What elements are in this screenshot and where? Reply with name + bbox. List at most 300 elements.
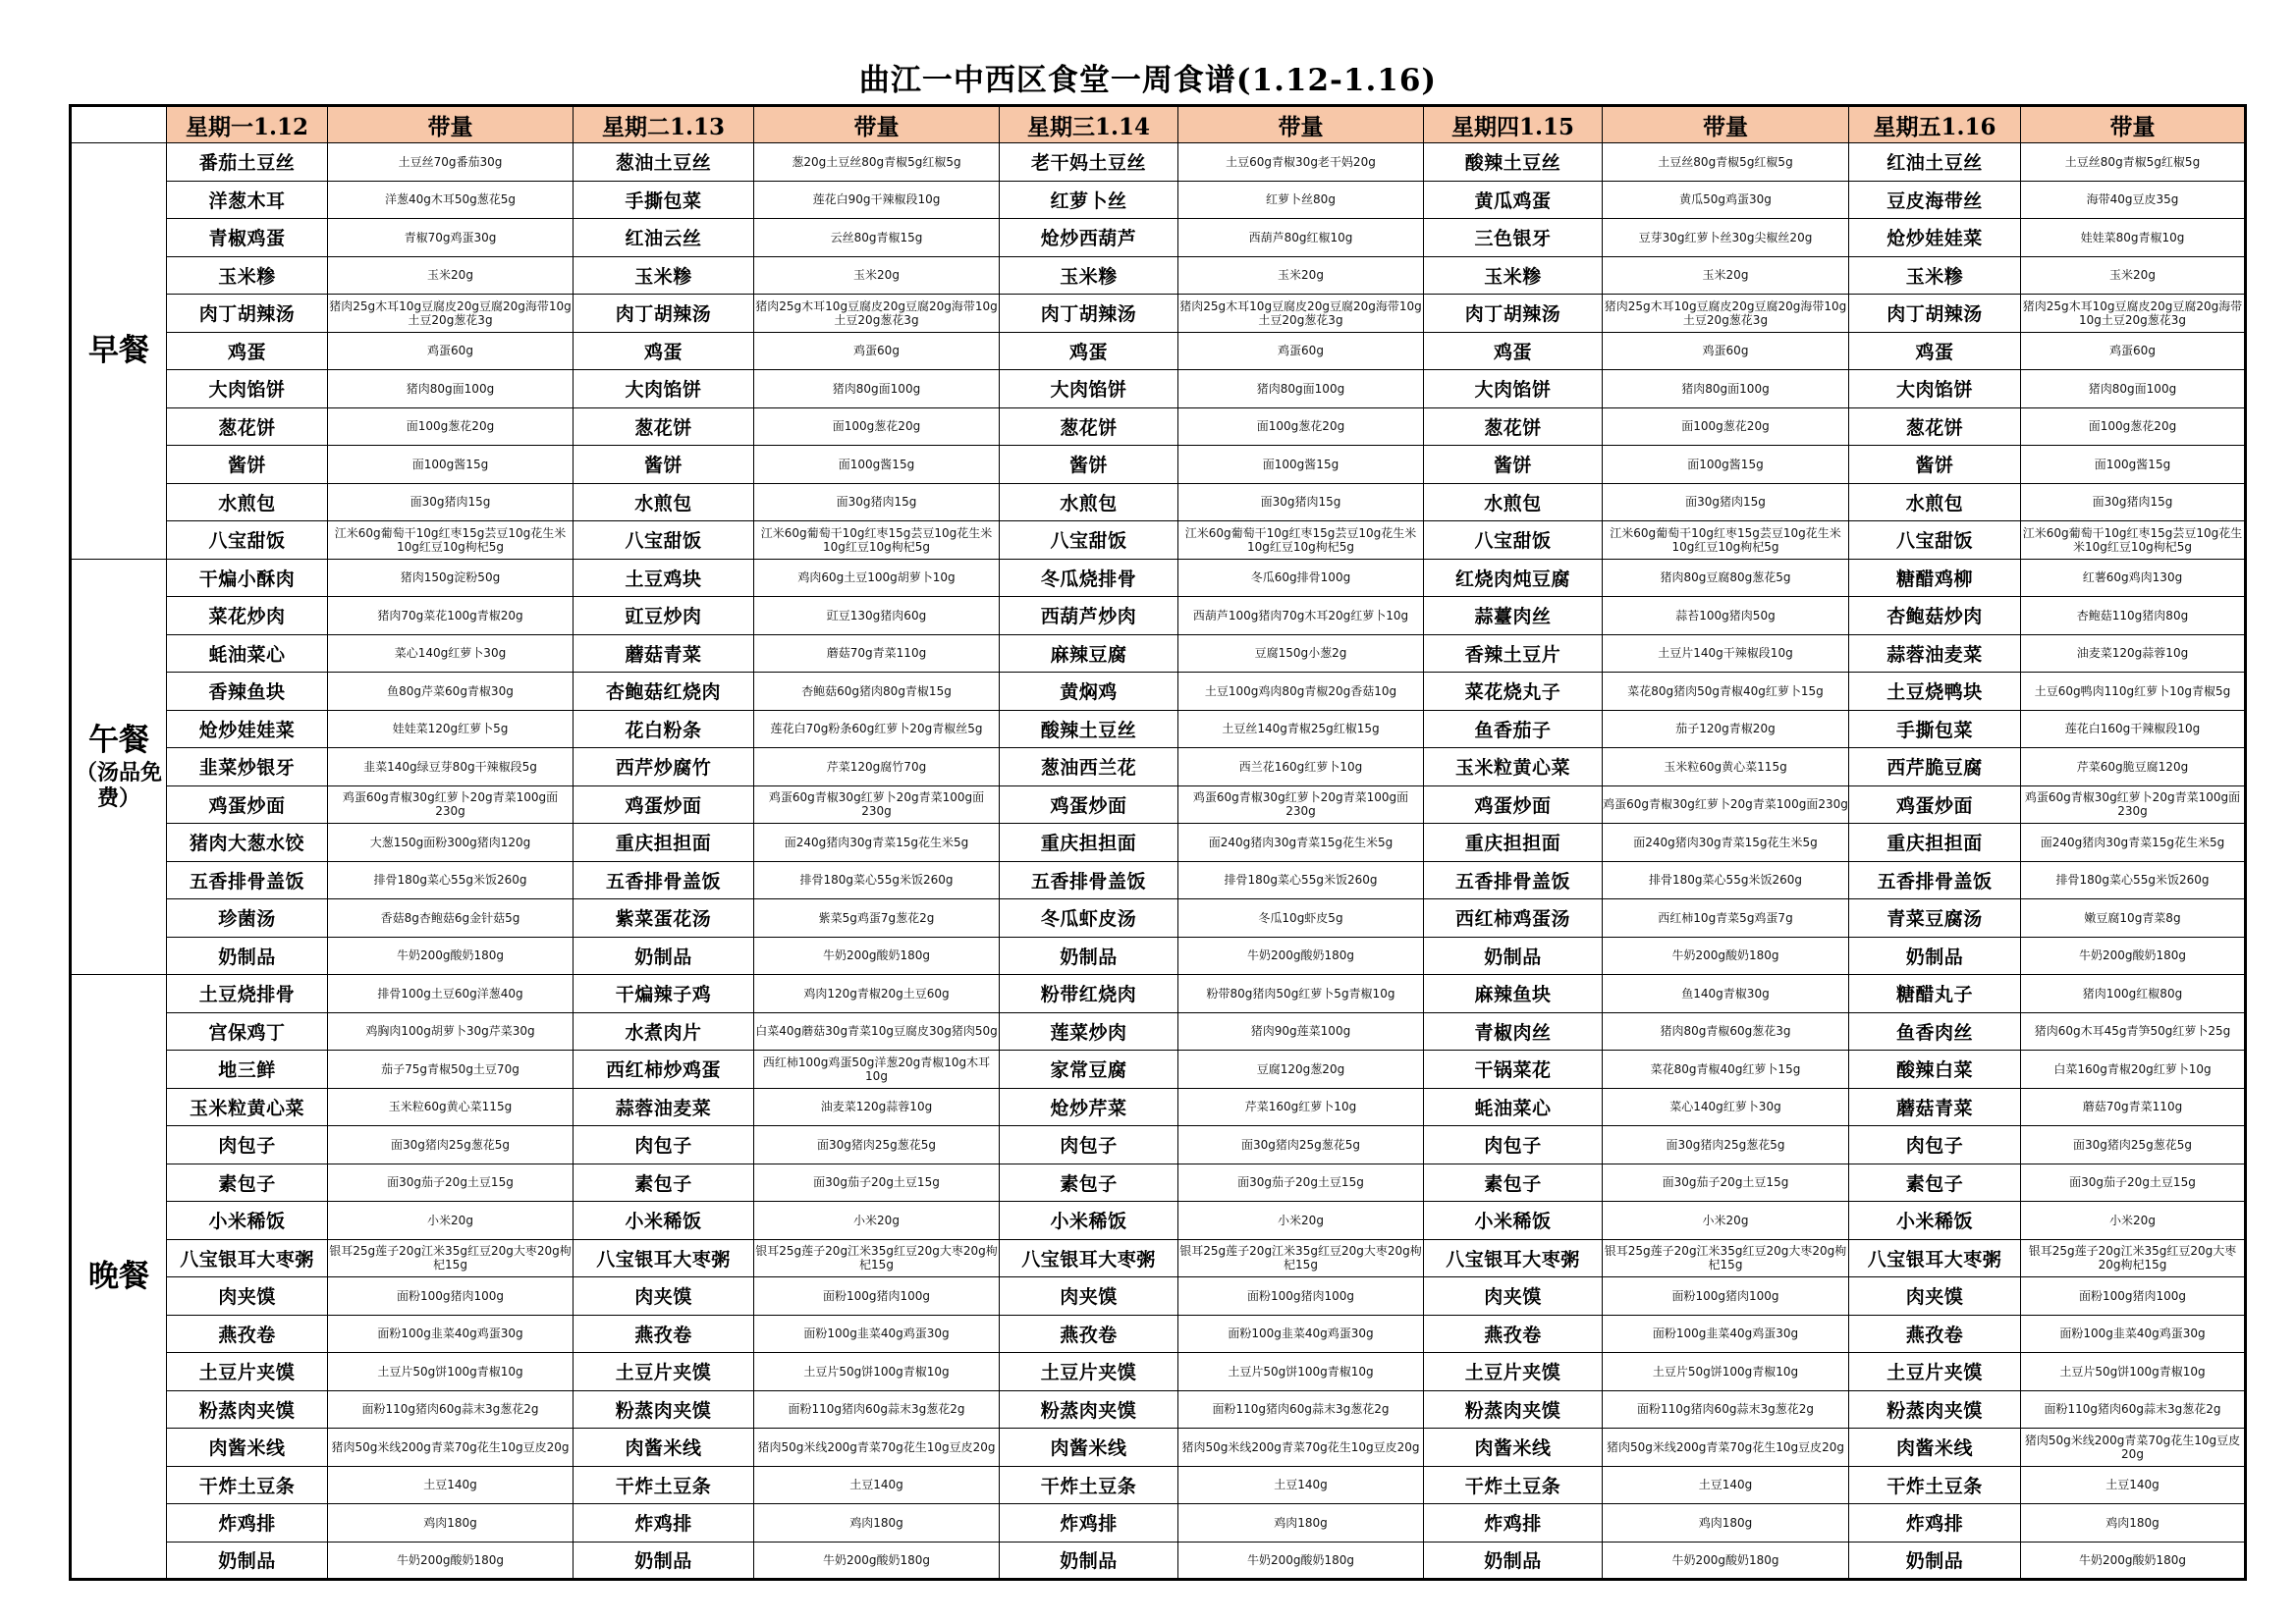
dish-name: 奶制品 [167,937,328,975]
dish-name: 葱油西兰花 [1000,748,1178,786]
portion-amount: 猪肉25g木耳10g豆腐皮20g豆腐20g海带10g土豆20g葱花3g [1603,295,1849,333]
portion-header: 带量 [328,106,574,143]
portion-amount: 小米20g [1178,1202,1424,1240]
dish-name: 葱花饼 [574,407,754,446]
dish-name: 干炸土豆条 [1849,1466,2021,1504]
portion-amount: 猪肉80g面100g [754,370,1000,408]
dish-name: 重庆担担面 [1849,824,2021,862]
portion-amount: 面100g酱15g [1603,446,1849,484]
dish-name: 水煮肉片 [574,1012,754,1051]
dish-name: 紫菜蛋花汤 [574,899,754,938]
portion-amount: 茄子75g青椒50g土豆70g [328,1051,574,1089]
portion-amount: 玉米20g [754,256,1000,295]
portion-amount: 西葫芦80g红椒10g [1178,219,1424,257]
dish-name: 杏鲍菇炒肉 [1849,597,2021,635]
portion-amount: 土豆片50g饼100g青椒10g [754,1353,1000,1391]
portion-amount: 土豆100g鸡肉80g青椒20g香菇10g [1178,673,1424,711]
portion-amount: 土豆140g [1603,1466,1849,1504]
dish-name: 土豆片夹馍 [1849,1353,2021,1391]
dish-name: 素包子 [1849,1164,2021,1202]
portion-amount: 土豆60g青椒30g老干妈20g [1178,143,1424,182]
dish-name: 小米稀饭 [1000,1202,1178,1240]
dish-name: 鸡蛋炒面 [1849,785,2021,824]
portion-amount: 香菇8g杏鲍菇6g金针菇5g [328,899,574,938]
menu-row [71,295,2246,333]
menu-row [71,1315,2246,1353]
portion-amount: 面30g猪肉25g葱花5g [328,1126,574,1164]
menu-row [71,143,2246,182]
dish-name: 素包子 [1424,1164,1603,1202]
dish-name: 西芹脆豆腐 [1849,748,2021,786]
portion-amount: 菜心140g红萝卜30g [1603,1088,1849,1126]
portion-amount: 鸡胸肉100g胡萝卜30g芹菜30g [328,1012,574,1051]
dish-name: 鸡蛋 [1424,332,1603,370]
portion-amount: 牛奶200g酸奶180g [1178,937,1424,975]
dish-name: 肉包子 [574,1126,754,1164]
portion-amount: 海带40g豆皮35g [2021,181,2246,219]
dish-name: 水煎包 [1849,483,2021,521]
portion-amount: 土豆片50g饼100g青椒10g [328,1353,574,1391]
portion-amount: 面100g葱花20g [1603,407,1849,446]
dish-name: 洋葱木耳 [167,181,328,219]
dish-name: 青椒鸡蛋 [167,219,328,257]
portion-amount: 江米60g葡萄干10g红枣15g芸豆10g花生米10g红豆10g枸杞5g [754,521,1000,560]
dish-name: 肉夹馍 [1000,1277,1178,1316]
dish-name: 五香排骨盖饭 [1000,861,1178,899]
dish-name: 奶制品 [1000,1542,1178,1580]
dish-name: 青菜豆腐汤 [1849,899,2021,938]
dish-name: 大肉馅饼 [1424,370,1603,408]
portion-amount: 排骨180g菜心55g米饭260g [2021,861,2246,899]
portion-amount: 莲花白70g粉条60g红萝卜20g青椒丝5g [754,710,1000,748]
portion-amount: 牛奶200g酸奶180g [328,1542,574,1580]
dish-name: 酸辣土豆丝 [1000,710,1178,748]
dish-name: 土豆烧鸭块 [1849,673,2021,711]
menu-row [71,1429,2246,1467]
dish-name: 番茄土豆丝 [167,143,328,182]
portion-amount: 猪肉50g米线200g青菜70g花生10g豆皮20g [2021,1429,2246,1467]
portion-amount: 土豆片50g饼100g青椒10g [1603,1353,1849,1391]
dish-name: 菜花炒肉 [167,597,328,635]
dish-name: 水煎包 [167,483,328,521]
portion-amount: 牛奶200g酸奶180g [2021,1542,2246,1580]
portion-amount: 面100g酱15g [1178,446,1424,484]
dish-name: 土豆烧排骨 [167,975,328,1013]
portion-amount: 油麦菜120g蒜蓉10g [2021,634,2246,673]
dish-name: 玉米糁 [167,256,328,295]
portion-amount: 面粉110g猪肉60g蒜末3g葱花2g [2021,1390,2246,1429]
dish-name: 肉包子 [1849,1126,2021,1164]
dish-name: 蘑菇青菜 [1849,1088,2021,1126]
portion-amount: 银耳25g莲子20g江米35g红豆20g大枣20g枸杞15g [2021,1239,2246,1277]
dish-name: 酱饼 [1000,446,1178,484]
portion-amount: 玉米粒60g黄心菜115g [1603,748,1849,786]
portion-amount: 面30g茄子20g土豆15g [2021,1164,2246,1202]
portion-amount: 面30g茄子20g土豆15g [754,1164,1000,1202]
dish-name: 炝炒西葫芦 [1000,219,1178,257]
portion-amount: 大葱150g面粉300g猪肉120g [328,824,574,862]
dish-name: 奶制品 [574,937,754,975]
portion-amount: 猪肉80g面100g [328,370,574,408]
portion-amount: 面粉100g韭菜40g鸡蛋30g [754,1315,1000,1353]
dish-name: 炸鸡排 [167,1504,328,1543]
dish-name: 肉包子 [1000,1126,1178,1164]
dish-name: 鸡蛋 [167,332,328,370]
portion-amount: 面粉110g猪肉60g蒜末3g葱花2g [754,1390,1000,1429]
dish-name: 奶制品 [167,1542,328,1580]
dish-name: 黄焖鸡 [1000,673,1178,711]
portion-amount: 面30g猪肉15g [754,483,1000,521]
portion-amount: 猪肉80g面100g [2021,370,2246,408]
menu-row [71,1126,2246,1164]
dish-name: 粉蒸肉夹馍 [1000,1390,1178,1429]
dish-name: 五香排骨盖饭 [1424,861,1603,899]
dish-name: 蚝油菜心 [167,634,328,673]
portion-amount: 面100g酱15g [2021,446,2246,484]
dish-name: 粉蒸肉夹馍 [1424,1390,1603,1429]
meal-label [71,143,167,560]
portion-amount: 鸡肉60g土豆100g胡萝卜10g [754,559,1000,597]
portion-amount: 面粉100g猪肉100g [1603,1277,1849,1316]
portion-amount: 小米20g [1603,1202,1849,1240]
menu-row [71,483,2246,521]
dish-name: 杏鲍菇红烧肉 [574,673,754,711]
dish-name: 葱花饼 [167,407,328,446]
portion-amount: 牛奶200g酸奶180g [754,1542,1000,1580]
meal-note: （汤品免费） [75,759,162,812]
dish-name: 酱饼 [574,446,754,484]
dish-name: 干煸小酥肉 [167,559,328,597]
dish-name: 蚝油菜心 [1424,1088,1603,1126]
dish-name: 八宝甜饭 [167,521,328,560]
dish-name: 水煎包 [574,483,754,521]
portion-amount: 鸡肉120g青椒20g土豆60g [754,975,1000,1013]
portion-amount: 猪肉50g米线200g青菜70g花生10g豆皮20g [754,1429,1000,1467]
portion-amount: 猪肉25g木耳10g豆腐皮20g豆腐20g海带10g土豆20g葱花3g [328,295,574,333]
menu-row [71,824,2246,862]
portion-header: 带量 [754,106,1000,143]
dish-name: 肉丁胡辣汤 [1000,295,1178,333]
table-header [71,106,2246,143]
portion-amount: 莲花白160g干辣椒段10g [2021,710,2246,748]
dish-name: 燕孜卷 [1424,1315,1603,1353]
dish-name: 肉酱米线 [1000,1429,1178,1467]
portion-amount: 面30g猪肉25g葱花5g [1603,1126,1849,1164]
menu-row [71,1390,2246,1429]
portion-amount: 土豆140g [754,1466,1000,1504]
portion-amount: 面100g酱15g [328,446,574,484]
portion-amount: 西红柿100g鸡蛋50g洋葱20g青椒10g木耳10g [754,1051,1000,1089]
menu-row [71,710,2246,748]
portion-amount: 豇豆130g猪肉60g [754,597,1000,635]
portion-amount: 面粉110g猪肉60g蒜末3g葱花2g [1178,1390,1424,1429]
day-header: 星期三1.14 [1000,106,1178,143]
dish-name: 蒜蓉油麦菜 [574,1088,754,1126]
portion-amount: 玉米20g [328,256,574,295]
dish-name: 干炸土豆条 [574,1466,754,1504]
dish-name: 鸡蛋炒面 [1424,785,1603,824]
portion-amount: 面30g茄子20g土豆15g [328,1164,574,1202]
dish-name: 蒜蓉油麦菜 [1849,634,2021,673]
portion-amount: 土豆140g [1178,1466,1424,1504]
dish-name: 肉酱米线 [1849,1429,2021,1467]
dish-name: 西葫芦炒肉 [1000,597,1178,635]
portion-amount: 土豆丝80g青椒5g红椒5g [2021,143,2246,182]
dish-name: 葱花饼 [1424,407,1603,446]
portion-amount: 鸡蛋60g [1603,332,1849,370]
portion-amount: 面粉100g猪肉100g [2021,1277,2246,1316]
dish-name: 红油云丝 [574,219,754,257]
portion-amount: 面粉100g猪肉100g [1178,1277,1424,1316]
menu-row [71,634,2246,673]
portion-amount: 面30g茄子20g土豆15g [1603,1164,1849,1202]
dish-name: 酱饼 [1424,446,1603,484]
portion-amount: 面240g猪肉30g青菜15g花生米5g [754,824,1000,862]
dish-name: 五香排骨盖饭 [574,861,754,899]
portion-amount: 鸡蛋60g青椒30g红萝卜20g青菜100g面230g [1178,785,1424,824]
dish-name: 鸡蛋炒面 [574,785,754,824]
portion-amount: 江米60g葡萄干10g红枣15g芸豆10g花生米10g红豆10g枸杞5g [1603,521,1849,560]
portion-amount: 鱼140g青椒30g [1603,975,1849,1013]
dish-name: 冬瓜烧排骨 [1000,559,1178,597]
portion-amount: 面30g猪肉25g葱花5g [754,1126,1000,1164]
portion-amount: 西葫芦100g猪肉70g木耳20g红萝卜10g [1178,597,1424,635]
dish-name: 干炸土豆条 [1000,1466,1178,1504]
portion-amount: 鱼80g芹菜60g青椒30g [328,673,574,711]
dish-name: 猪肉大葱水饺 [167,824,328,862]
portion-amount: 玉米20g [1178,256,1424,295]
dish-name: 葱油土豆丝 [574,143,754,182]
portion-amount: 玉米20g [1603,256,1849,295]
portion-amount: 土豆140g [328,1466,574,1504]
portion-amount: 面粉100g猪肉100g [754,1277,1000,1316]
menu-row [71,1012,2246,1051]
dish-name: 干炸土豆条 [167,1466,328,1504]
portion-amount: 鸡蛋60g青椒30g红萝卜20g青菜100g面230g [754,785,1000,824]
dish-name: 红油土豆丝 [1849,143,2021,182]
dish-name: 鸡蛋 [1849,332,2021,370]
portion-amount: 猪肉25g木耳10g豆腐皮20g豆腐20g海带10g土豆20g葱花3g [754,295,1000,333]
menu-row [71,370,2246,408]
dish-name: 肉夹馍 [1849,1277,2021,1316]
menu-row [71,861,2246,899]
portion-amount: 排骨180g菜心55g米饭260g [754,861,1000,899]
portion-amount: 银耳25g莲子20g江米35g红豆20g大枣20g枸杞15g [1603,1239,1849,1277]
menu-row [71,937,2246,975]
dish-name: 奶制品 [1849,1542,2021,1580]
portion-amount: 鸡蛋60g [2021,332,2246,370]
portion-amount: 面30g猪肉15g [1603,483,1849,521]
dish-name: 肉酱米线 [167,1429,328,1467]
portion-amount: 鸡肉180g [328,1504,574,1543]
portion-amount: 玉米20g [2021,256,2246,295]
dish-name: 炝炒娃娃菜 [1849,219,2021,257]
dish-name: 青椒肉丝 [1424,1012,1603,1051]
dish-name: 鱼香茄子 [1424,710,1603,748]
meal-label [71,975,167,1580]
dish-name: 麻辣豆腐 [1000,634,1178,673]
dish-name: 干炸土豆条 [1424,1466,1603,1504]
portion-amount: 菜花80g青椒40g红萝卜15g [1603,1051,1849,1089]
portion-amount: 排骨100g土豆60g洋葱40g [328,975,574,1013]
dish-name: 粉蒸肉夹馍 [1849,1390,2021,1429]
portion-amount: 芹菜60g脆豆腐120g [2021,748,2246,786]
dish-name: 土豆片夹馍 [574,1353,754,1391]
dish-name: 糖醋丸子 [1849,975,2021,1013]
dish-name: 麻辣鱼块 [1424,975,1603,1013]
table-body [71,143,2246,1580]
portion-amount: 葱20g土豆丝80g青椒5g红椒5g [754,143,1000,182]
dish-name: 粉蒸肉夹馍 [574,1390,754,1429]
dish-name: 干锅菜花 [1424,1051,1603,1089]
portion-amount: 猪肉100g红椒80g [2021,975,2246,1013]
meal-name: 晚餐 [88,1258,149,1294]
dish-name: 燕孜卷 [1849,1315,2021,1353]
menu-table [69,104,2247,1581]
dish-name: 花白粉条 [574,710,754,748]
portion-amount: 面240g猪肉30g青菜15g花生米5g [1603,824,1849,862]
menu-row [71,1164,2246,1202]
dish-name: 老干妈土豆丝 [1000,143,1178,182]
portion-amount: 面100g葱花20g [2021,407,2246,446]
dish-name: 玉米粒黄心菜 [167,1088,328,1126]
portion-amount: 猪肉80g面100g [1603,370,1849,408]
day-header: 星期一1.12 [167,106,328,143]
portion-amount: 蒜苔100g猪肉50g [1603,597,1849,635]
dish-name: 干煸辣子鸡 [574,975,754,1013]
dish-name: 宫保鸡丁 [167,1012,328,1051]
portion-amount: 猪肉80g青椒60g葱花3g [1603,1012,1849,1051]
dish-name: 肉夹馍 [574,1277,754,1316]
dish-name: 珍菌汤 [167,899,328,938]
dish-name: 燕孜卷 [167,1315,328,1353]
portion-amount: 面240g猪肉30g青菜15g花生米5g [2021,824,2246,862]
dish-name: 肉丁胡辣汤 [167,295,328,333]
dish-name: 豆皮海带丝 [1849,181,2021,219]
menu-row [71,1202,2246,1240]
portion-amount: 面30g茄子20g土豆15g [1178,1164,1424,1202]
dish-name: 五香排骨盖饭 [1849,861,2021,899]
portion-amount: 牛奶200g酸奶180g [754,937,1000,975]
menu-row [71,559,2246,597]
portion-amount: 粉带80g猪肉50g红萝卜5g青椒10g [1178,975,1424,1013]
portion-amount: 猪肉80g豆腐80g葱花5g [1603,559,1849,597]
portion-amount: 牛奶200g酸奶180g [1603,1542,1849,1580]
portion-header: 带量 [1603,106,1849,143]
dish-name: 重庆担担面 [1424,824,1603,862]
portion-amount: 茄子120g青椒20g [1603,710,1849,748]
dish-name: 韭菜炒银牙 [167,748,328,786]
portion-amount: 猪肉25g木耳10g豆腐皮20g豆腐20g海带10g土豆20g葱花3g [2021,295,2246,333]
dish-name: 玉米糁 [1000,256,1178,295]
menu-row [71,975,2246,1013]
dish-name: 肉酱米线 [574,1429,754,1467]
dish-name: 奶制品 [1849,937,2021,975]
dish-name: 奶制品 [1000,937,1178,975]
dish-name: 素包子 [1000,1164,1178,1202]
portion-amount: 银耳25g莲子20g江米35g红豆20g大枣20g枸杞15g [328,1239,574,1277]
dish-name: 五香排骨盖饭 [167,861,328,899]
portion-amount: 西红柿10g青菜5g鸡蛋7g [1603,899,1849,938]
menu-row [71,332,2246,370]
portion-amount: 豆腐120g葱20g [1178,1051,1424,1089]
menu-row [71,597,2246,635]
meal-label [71,559,167,975]
portion-amount: 土豆丝140g青椒25g红椒15g [1178,710,1424,748]
dish-name: 素包子 [167,1164,328,1202]
dish-name: 玉米糁 [574,256,754,295]
dish-name: 鸡蛋炒面 [1000,785,1178,824]
portion-amount: 云丝80g青椒15g [754,219,1000,257]
dish-name: 黄瓜鸡蛋 [1424,181,1603,219]
dish-name: 地三鲜 [167,1051,328,1089]
portion-amount: 猪肉25g木耳10g豆腐皮20g豆腐20g海带10g土豆20g葱花3g [1178,295,1424,333]
portion-amount: 鸡肉180g [754,1504,1000,1543]
portion-amount: 排骨180g菜心55g米饭260g [328,861,574,899]
portion-amount: 面30g猪肉15g [2021,483,2246,521]
dish-name: 炝炒芹菜 [1000,1088,1178,1126]
menu-row [71,407,2246,446]
portion-amount: 面粉100g韭菜40g鸡蛋30g [1178,1315,1424,1353]
portion-amount: 土豆60g鸭肉110g红萝卜10g青椒5g [2021,673,2246,711]
menu-row [71,256,2246,295]
portion-amount: 芹菜120g腐竹70g [754,748,1000,786]
dish-name: 肉夹馍 [167,1277,328,1316]
dish-name: 蘑菇青菜 [574,634,754,673]
portion-amount: 面粉110g猪肉60g蒜末3g葱花2g [328,1390,574,1429]
portion-amount: 菜心140g红萝卜30g [328,634,574,673]
portion-amount: 猪肉60g木耳45g青笋50g红萝卜25g [2021,1012,2246,1051]
portion-amount: 面粉100g韭菜40g鸡蛋30g [2021,1315,2246,1353]
dish-name: 香辣土豆片 [1424,634,1603,673]
dish-name: 玉米糁 [1849,256,2021,295]
portion-amount: 面粉110g猪肉60g蒜末3g葱花2g [1603,1390,1849,1429]
menu-row [71,1466,2246,1504]
portion-amount: 娃娃菜120g红萝卜5g [328,710,574,748]
dish-name: 肉包子 [167,1126,328,1164]
meal-name: 早餐 [88,332,149,368]
dish-name: 水煎包 [1000,483,1178,521]
dish-name: 西红柿鸡蛋汤 [1424,899,1603,938]
portion-amount: 银耳25g莲子20g江米35g红豆20g大枣20g枸杞15g [754,1239,1000,1277]
dish-name: 炸鸡排 [1849,1504,2021,1543]
dish-name: 蒜薹肉丝 [1424,597,1603,635]
portion-amount: 面100g酱15g [754,446,1000,484]
portion-amount: 牛奶200g酸奶180g [328,937,574,975]
menu-row [71,1239,2246,1277]
dish-name: 西芹炒腐竹 [574,748,754,786]
portion-amount: 面30g猪肉25g葱花5g [1178,1126,1424,1164]
portion-amount: 土豆丝80g青椒5g红椒5g [1603,143,1849,182]
dish-name: 菜花烧丸子 [1424,673,1603,711]
dish-name: 酸辣土豆丝 [1424,143,1603,182]
portion-amount: 白菜40g蘑菇30g青菜10g豆腐皮30g猪肉50g [754,1012,1000,1051]
portion-amount: 猪肉50g米线200g青菜70g花生10g豆皮20g [1178,1429,1424,1467]
dish-name: 小米稀饭 [1424,1202,1603,1240]
day-header: 星期五1.16 [1849,106,2021,143]
dish-name: 八宝银耳大枣粥 [1849,1239,2021,1277]
portion-amount: 冬瓜10g虾皮5g [1178,899,1424,938]
dish-name: 手撕包菜 [574,181,754,219]
portion-amount: 小米20g [754,1202,1000,1240]
portion-amount: 紫菜5g鸡蛋7g葱花2g [754,899,1000,938]
dish-name: 鱼香肉丝 [1849,1012,2021,1051]
dish-name: 家常豆腐 [1000,1051,1178,1089]
portion-amount: 鸡蛋60g [754,332,1000,370]
dish-name: 八宝甜饭 [1849,521,2021,560]
dish-name: 重庆担担面 [574,824,754,862]
portion-amount: 玉米粒60g黄心菜115g [328,1088,574,1126]
